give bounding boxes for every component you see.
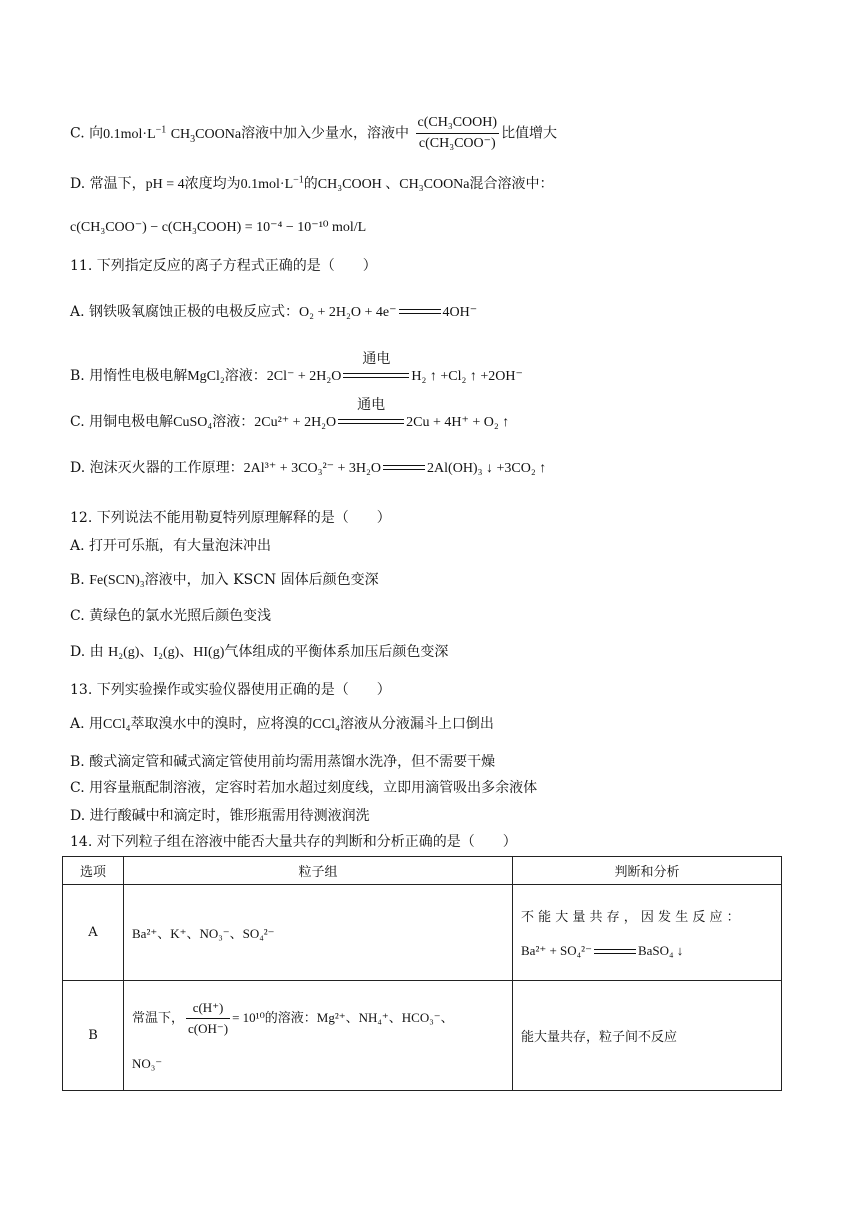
q11-a-rhs: 4OH⁻ — [442, 305, 478, 320]
q10-d-mid: 浓度均为 — [184, 176, 241, 192]
row-analysis — [513, 885, 782, 981]
q12-option-b — [70, 570, 379, 591]
row-particles — [124, 981, 513, 1091]
q10-d-mid2: 的 — [303, 176, 318, 192]
q11-b-rhs: H₂ ↑ +Cl₂ ↑ +2OH⁻ — [411, 369, 523, 384]
particles-prefix: 常温下， — [132, 1011, 185, 1026]
q11-d-rhs: 2Al(OH)₃ ↓ +3CO₂ ↑ — [427, 461, 547, 476]
q11-c-mid: 溶液： — [212, 414, 255, 430]
q11-a-prefix: A. 钢铁吸氧腐蚀正极的电极反应式： — [70, 304, 300, 320]
q12-option-a: A. 打开可乐瓶，有大量泡沫冲出 — [70, 538, 272, 554]
q13-a-formula2: CCl₄ — [312, 717, 340, 732]
equals-sign — [383, 463, 425, 473]
q12-b-prefix: B. — [70, 572, 85, 588]
q11-a-lhs: O₂ + 2H₂O + 4e⁻ — [299, 305, 397, 320]
row-analysis: 能大量共存，粒子间不反应 — [513, 981, 782, 1091]
q12-stem: 12. 下列说法不能用勒夏特列原理解释的是（ ） — [70, 510, 391, 526]
electrolysis-condition: 通电 — [362, 351, 391, 367]
row-option: B — [63, 981, 124, 1091]
q11-b-lhs: 2Cl⁻ + 2H₂O — [266, 369, 342, 384]
q11-c-prefix: C. 用铜电极电解 — [70, 414, 174, 430]
q10-c-text: 溶液中加入少量水，溶液中 — [241, 125, 410, 142]
q11-option-c — [70, 397, 510, 433]
q11-b-mid: 溶液： — [224, 368, 267, 384]
q12-b-suffix: 溶液中，加入 KSCN 固体后颜色变深 — [144, 572, 379, 588]
header-particles: 粒子组 — [124, 857, 513, 885]
q10-c-conc: $0.1mol\cdot L^{-1}$ — [103, 123, 167, 142]
electrolysis-sign — [338, 397, 404, 427]
q14-table — [62, 856, 782, 1091]
q12-option-c: C. 黄绿色的氯水光照后颜色变浅 — [70, 608, 272, 624]
analysis-text: 不 能 大 量 共 存 ， 因 发 生 反 应 ： — [521, 910, 740, 925]
q13-a-suffix: 溶液从分液漏斗上口倒出 — [339, 716, 494, 732]
q13-stem: 13. 下列实验操作或实验仪器使用正确的是（ ） — [70, 682, 391, 698]
q11-d-lhs: 2Al³⁺ + 3CO₃²⁻ + 3H₂O — [243, 461, 382, 476]
equals-sign — [399, 307, 441, 317]
q13-a-mid: 萃取溴水中的溴时，应将溴的 — [130, 716, 313, 732]
header-option: 选项 — [63, 857, 124, 885]
header-analysis: 判断和分析 — [513, 857, 782, 885]
q11-option-b — [70, 351, 523, 387]
row-option: A — [63, 885, 124, 981]
q14-stem: 14. 对下列粒子组在溶液中能否大量共存的判断和分析正确的是（ ） — [70, 834, 517, 850]
particles-list: 的溶液：Mg²⁺、NH₄⁺、HCO₃⁻、 — [264, 1010, 454, 1025]
q10-d-ph: pH = 4 — [145, 177, 185, 192]
q13-option-c: C. 用容量瓶配制溶液，定容时若加水超过刻度线，立即用滴管吸出多余液体 — [70, 780, 538, 796]
q10-c-prefix: C. 向 — [70, 125, 104, 142]
ratio-value: = 10¹⁰ — [232, 1010, 265, 1025]
table-row — [63, 981, 782, 1091]
q10-option-c — [70, 114, 557, 153]
equals-sign — [594, 947, 636, 957]
particles-last: NO₃⁻ — [132, 1056, 163, 1071]
q13-a-prefix: A. 用 — [70, 716, 104, 732]
q11-option-a — [70, 302, 477, 323]
q10-option-d — [70, 174, 554, 195]
q12-d-prefix: D. 由 — [70, 644, 104, 660]
q10-d-conc: $0.1mol\cdot L^{-1}$ — [240, 174, 304, 192]
q11-c-rhs: 2Cu + 4H⁺ + O₂ ↑ — [406, 415, 510, 430]
row-particles: Ba²⁺、K⁺、NO₃⁻、SO₄²⁻ — [124, 885, 513, 981]
q10-c-fraction: $\frac{\text{c(CH₃COOH)}}{\text{c(CH₃COO⁻)}}$ — [417, 115, 498, 151]
q10-d-prefix: D. 常温下， — [70, 176, 146, 192]
q11-option-d — [70, 458, 546, 479]
q13-option-a — [70, 714, 494, 735]
q10-d-equation: c(CH₃COO⁻) − c(CH₃COOH) = 10⁻⁴ − 10⁻¹⁰ mol/L — [70, 220, 367, 235]
q12-b-formula: Fe(SCN)₃ — [89, 573, 145, 588]
concentration-ratio: $\frac{c(H^+)}{c(OH^-)}$ — [188, 1000, 229, 1036]
q12-option-d — [70, 642, 448, 663]
analysis-equation: Ba²⁺ + SO₄²⁻ BaSO₄ ↓ — [521, 943, 684, 958]
q13-a-formula1: CCl₄ — [103, 717, 131, 732]
q10-d-solution: CH₃COOH 、CH₃COONa — [317, 177, 470, 192]
q11-c-salt: CuSO₄ — [173, 415, 213, 430]
q12-d-suffix: 气体组成的平衡体系加压后颜色变深 — [224, 644, 449, 660]
electrolysis-sign — [343, 351, 409, 381]
electrolysis-condition: 通电 — [357, 397, 386, 413]
q12-d-formula: H₂(g)、I₂(g)、HI(g) — [108, 645, 225, 660]
q10-d-suffix: 混合溶液中： — [469, 176, 554, 192]
q11-b-salt: MgCl₂ — [187, 369, 225, 384]
q13-option-b: B. 酸式滴定管和碱式滴定管使用前均需用蒸馏水洗净，但不需要干燥 — [70, 754, 496, 770]
q11-c-lhs: 2Cu²⁺ + 2H₂O — [254, 415, 337, 430]
q11-d-prefix: D. 泡沫灭火器的工作原理： — [70, 460, 244, 476]
q10-c-solute: $CH_3COONa$ — [170, 126, 242, 145]
q13-option-d: D. 进行酸碱中和滴定时，锥形瓶需用待测液润洗 — [70, 808, 370, 824]
table-header-row — [63, 857, 782, 885]
q10-c-suffix: 比值增大 — [501, 125, 558, 142]
table-row — [63, 885, 782, 981]
q11-stem: 11. 下列指定反应的离子方程式正确的是（ ） — [70, 258, 377, 274]
q11-b-prefix: B. 用惰性电极电解 — [70, 368, 188, 384]
